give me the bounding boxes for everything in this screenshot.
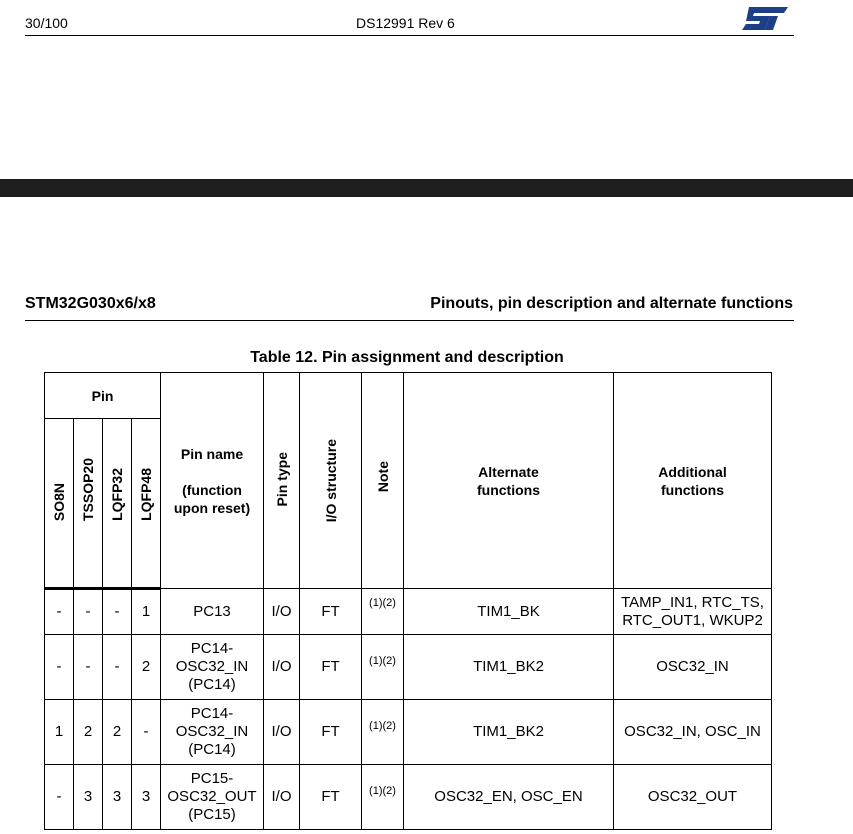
table-row <box>45 589 772 635</box>
page-number: 30/100 <box>25 15 68 31</box>
header-io-structure <box>300 373 362 589</box>
cell-so8n: - <box>45 589 74 635</box>
cell-note: (1)(2) <box>362 589 404 635</box>
cell-tssop20: 2 <box>74 700 103 765</box>
header-tssop20 <box>74 419 103 589</box>
cell-pin-name <box>161 765 264 830</box>
cell-lqfp32: - <box>103 635 132 700</box>
cell-additional-functions: OSC32_OUT <box>614 765 772 830</box>
table-row <box>45 635 772 700</box>
header-rule <box>25 35 794 36</box>
additional-line1: TAMP_IN1, RTC_TS, <box>621 593 764 611</box>
cell-pin-name <box>161 700 264 765</box>
cell-so8n: - <box>45 765 74 830</box>
cell-lqfp32: 2 <box>103 700 132 765</box>
table-row <box>45 700 772 765</box>
cell-alternate-functions: TIM1_BK <box>404 589 614 635</box>
pin-name-line2: OSC32_IN <box>175 658 249 675</box>
cell-lqfp32: 3 <box>103 765 132 830</box>
header-so8n <box>45 419 74 589</box>
header-add-line1: Additional <box>658 463 727 480</box>
header-lqfp48-label: LQFP48 <box>138 468 154 521</box>
pin-name-line2: OSC32_IN <box>175 723 249 740</box>
cell-lqfp48: 2 <box>132 635 161 700</box>
header-lqfp32-label: LQFP32 <box>109 468 125 521</box>
header-pin-name-line2: (function <box>182 481 242 498</box>
cell-alternate-functions: OSC32_EN, OSC_EN <box>404 765 614 830</box>
header-pin-name <box>161 373 264 589</box>
cell-pin-type: I/O <box>264 635 300 700</box>
header-add-line2: functions <box>661 481 724 498</box>
header-additional-functions <box>614 373 772 589</box>
table-header-row <box>45 373 772 419</box>
document-id: DS12991 Rev 6 <box>356 15 455 31</box>
header-pin-type <box>264 373 300 589</box>
header-alternate-functions <box>404 373 614 589</box>
section-product: STM32G030x6/x8 <box>25 295 156 312</box>
st-logo-icon <box>740 4 790 32</box>
cell-additional-functions: OSC32_IN <box>614 635 772 700</box>
cell-alternate-functions: TIM1_BK2 <box>404 635 614 700</box>
header-alt-line1: Alternate <box>478 463 539 480</box>
cell-io-structure: FT <box>300 765 362 830</box>
additional-line2: RTC_OUT1, WKUP2 <box>622 611 763 629</box>
pin-name-line3: (PC14) <box>188 741 236 758</box>
cell-lqfp48: 3 <box>132 765 161 830</box>
cell-pin-name <box>161 589 264 635</box>
cell-lqfp48: - <box>132 700 161 765</box>
header-pin-type-label: Pin type <box>273 451 290 506</box>
cell-additional-functions <box>614 589 772 635</box>
section-title: Pinouts, pin description and alternate functions <box>430 295 793 312</box>
pin-assignment-table <box>44 372 772 830</box>
cell-note: (1)(2) <box>362 700 404 765</box>
pin-name-line1: PC15- <box>190 770 234 787</box>
table-row <box>45 765 772 830</box>
cell-pin-type: I/O <box>264 589 300 635</box>
page-separator-bar <box>0 179 853 197</box>
cell-note: (1)(2) <box>362 635 404 700</box>
header-pin-name-line1: Pin name <box>180 445 244 462</box>
cell-additional-functions: OSC32_IN, OSC_IN <box>614 700 772 765</box>
header-note <box>362 373 404 589</box>
header-pin: Pin <box>45 373 161 419</box>
pin-name-line1: PC13 <box>193 602 231 620</box>
pin-name-line1: PC14- <box>190 640 234 657</box>
cell-so8n: 1 <box>45 700 74 765</box>
pin-name-line3: (PC15) <box>188 806 236 823</box>
cell-tssop20: - <box>74 589 103 635</box>
cell-io-structure: FT <box>300 635 362 700</box>
header-tssop20-label: TSSOP20 <box>80 457 96 521</box>
cell-pin-type: I/O <box>264 765 300 830</box>
header-lqfp32 <box>103 419 132 589</box>
cell-so8n: - <box>45 635 74 700</box>
pin-name-line1: PC14- <box>190 705 234 722</box>
cell-note: (1)(2) <box>362 765 404 830</box>
cell-alternate-functions: TIM1_BK2 <box>404 700 614 765</box>
header-note-label: Note <box>374 460 391 492</box>
cell-pin-name <box>161 635 264 700</box>
cell-io-structure: FT <box>300 700 362 765</box>
cell-tssop20: - <box>74 635 103 700</box>
table-caption: Table 12. Pin assignment and description <box>250 349 564 366</box>
section-rule <box>25 320 794 321</box>
pin-name-line2: OSC32_OUT <box>167 788 257 805</box>
cell-io-structure: FT <box>300 589 362 635</box>
header-io-structure-label: I/O structure <box>322 438 339 522</box>
header-alt-line2: functions <box>477 481 540 498</box>
header-lqfp48 <box>132 419 161 589</box>
cell-lqfp48: 1 <box>132 589 161 635</box>
cell-lqfp32: - <box>103 589 132 635</box>
cell-tssop20: 3 <box>74 765 103 830</box>
pin-name-line3: (PC14) <box>188 676 236 693</box>
header-so8n-label: SO8N <box>51 482 67 521</box>
header-pin-name-line3: upon reset) <box>173 499 251 516</box>
cell-pin-type: I/O <box>264 700 300 765</box>
